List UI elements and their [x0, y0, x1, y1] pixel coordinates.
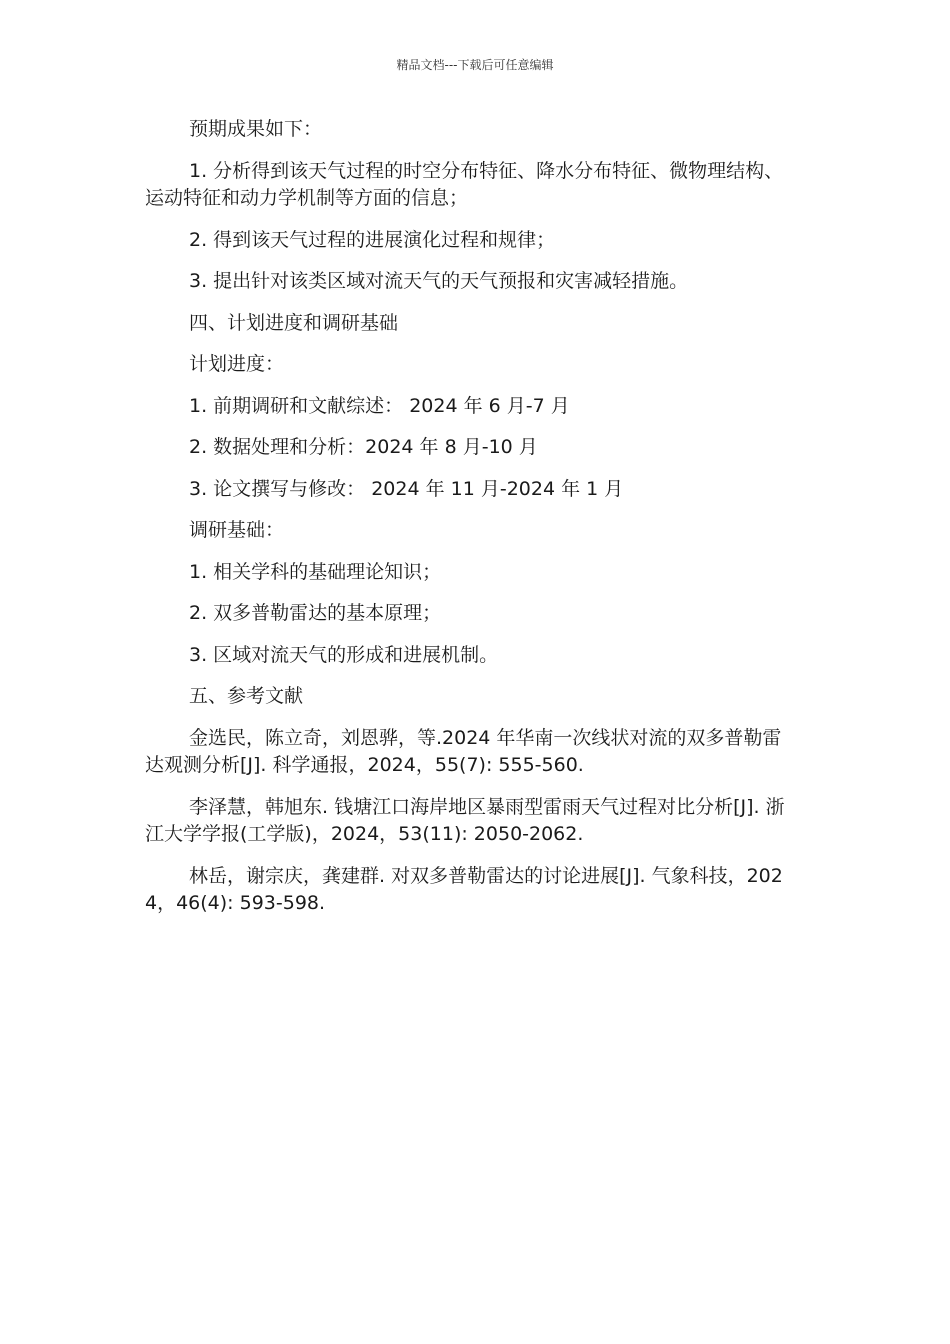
schedule-item-1: 1. 前期调研和文献综述： 2024 年 6 月-7 月 — [189, 394, 570, 417]
schedule-item-3: 3. 论文撰写与修改： 2024 年 11 月-2024 年 1 月 — [189, 477, 624, 500]
document-body — [145, 116, 800, 932]
research-basis-item-3: 3. 区域对流天气的形成和进展机制。 — [189, 643, 499, 666]
section-heading-references: 五、参考文献 — [189, 685, 304, 707]
research-basis-item-2: 2. 双多普勒雷达的基本原理； — [189, 602, 442, 624]
schedule-item-2: 2. 数据处理和分析：2024 年 8 月-10 月 — [189, 436, 538, 458]
expected-result-item-2: 2. 得到该天气过程的进展演化过程和规律； — [189, 228, 556, 251]
schedule-heading: 计划进度： — [189, 353, 285, 375]
expected-result-item-3: 3. 提出针对该类区域对流天气的天气预报和灾害减轻措施。 — [189, 270, 689, 292]
section-heading-plan: 四、计划进度和调研基础 — [189, 311, 399, 334]
research-basis-heading: 调研基础： — [189, 519, 285, 541]
page-header-watermark: 精品文档---下载后可任意编辑 — [396, 58, 554, 72]
expected-results-heading: 预期成果如下： — [189, 118, 323, 140]
reference-item-1: 金选民，陈立奇，刘恩骅，等.2024 年华南一次线状对流的双多普勒雷达观测分析[J]. 科学通报，2024，55(7): 555-560. — [145, 726, 782, 776]
expected-result-item-1: 1. 分析得到该天气过程的时空分布特征、降水分布特征、微物理结构、运动特征和动力学机制等方面的信息； — [145, 159, 784, 209]
reference-item-2: 李泽慧，韩旭东. 钱塘江口海岸地区暴雨型雷雨天气过程对比分析[J]. 浙江大学学报(工学版)，2024，53(11): 2050-2062. — [145, 795, 785, 845]
reference-item-3: 林岳，谢宗庆，龚建群. 对双多普勒雷达的讨论进展[J]. 气象科技，2024，46(4): 593-598. — [145, 864, 783, 914]
research-basis-item-1: 1. 相关学科的基础理论知识； — [189, 560, 442, 583]
